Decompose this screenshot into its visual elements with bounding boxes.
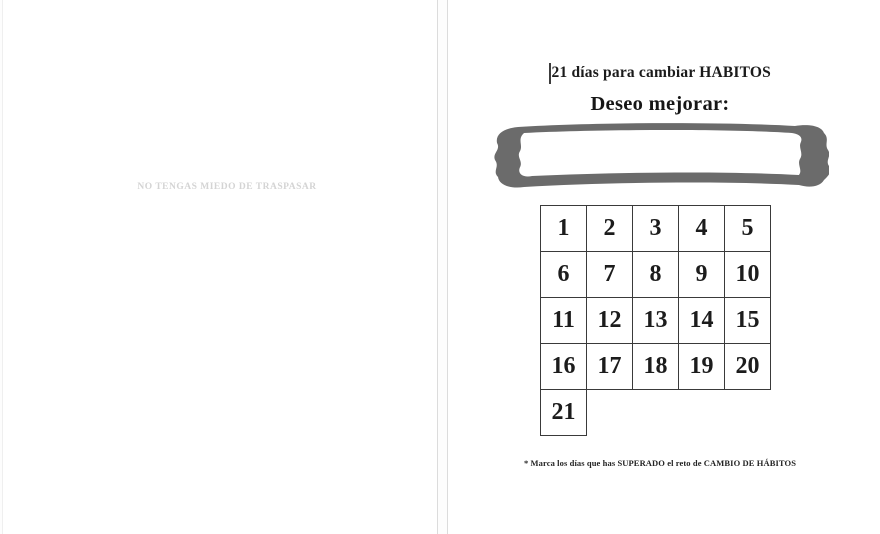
- goal-banner-shape[interactable]: [488, 120, 829, 191]
- day-cell[interactable]: 6: [541, 252, 587, 298]
- page-content: [448, 0, 872, 534]
- grid-row: [541, 298, 771, 344]
- grid-row: [541, 390, 771, 436]
- day-cell[interactable]: 1: [541, 206, 587, 252]
- title-line[interactable]: [448, 62, 872, 84]
- day-cell[interactable]: 3: [633, 206, 679, 252]
- section-heading[interactable]: Deseo mejorar:: [590, 93, 730, 115]
- page-right[interactable]: [447, 0, 880, 534]
- grid-row: [541, 344, 771, 390]
- footnote[interactable]: * Marca los días que has SUPERADO el reto de CAMBIO DE HÁBITOS: [523, 458, 797, 468]
- text-cursor: [549, 63, 551, 84]
- day-cell[interactable]: 14: [679, 298, 725, 344]
- banner-icon: [488, 120, 829, 191]
- day-cell[interactable]: 8: [633, 252, 679, 298]
- days-grid-body: [541, 206, 771, 436]
- grid-row: [541, 206, 771, 252]
- day-cell[interactable]: 19: [679, 344, 725, 390]
- page-left[interactable]: [2, 0, 438, 534]
- day-cell[interactable]: 13: [633, 298, 679, 344]
- day-cell[interactable]: 18: [633, 344, 679, 390]
- day-cell[interactable]: 17: [587, 344, 633, 390]
- grid-row: [541, 252, 771, 298]
- day-cell[interactable]: 9: [679, 252, 725, 298]
- day-cell[interactable]: 10: [725, 252, 771, 298]
- day-cell[interactable]: 12: [587, 298, 633, 344]
- day-cell[interactable]: 11: [541, 298, 587, 344]
- day-cell[interactable]: 7: [587, 252, 633, 298]
- ghost-text-line[interactable]: NO TENGAS MIEDO DE TRASPASAR: [137, 182, 317, 192]
- day-cell[interactable]: 16: [541, 344, 587, 390]
- page-title: 21 días para cambiar HABITOS: [551, 64, 771, 81]
- day-cell[interactable]: 21: [541, 390, 587, 436]
- day-cell[interactable]: 2: [587, 206, 633, 252]
- day-cell[interactable]: 20: [725, 344, 771, 390]
- day-cell[interactable]: 4: [679, 206, 725, 252]
- day-cell[interactable]: 15: [725, 298, 771, 344]
- day-cell[interactable]: 5: [725, 206, 771, 252]
- days-grid: [540, 205, 771, 436]
